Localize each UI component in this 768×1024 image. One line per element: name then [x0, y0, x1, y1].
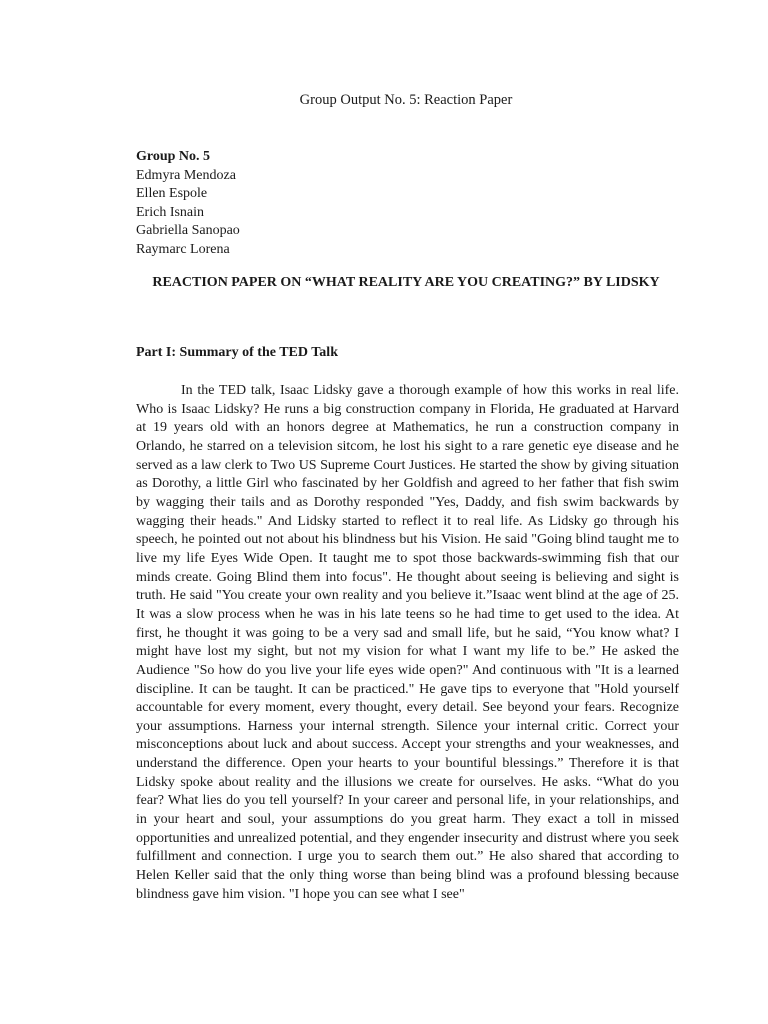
group-member: Gabriella Sanopao	[136, 223, 240, 239]
part-one-heading: Part I: Summary of the TED Talk	[136, 345, 338, 360]
group-member: Ellen Espole	[136, 186, 208, 202]
group-member: Edmyra Mendoza	[136, 167, 236, 183]
group-member: Raymarc Lorena	[136, 241, 230, 257]
reaction-paper-heading: REACTION PAPER ON “WHAT REALITY ARE YOU CREATING?” BY LIDSKY	[152, 275, 660, 290]
summary-paragraph: In the TED talk, Isaac Lidsky gave a thorough example of how this works in real life. Who is Isaac Lidsky? He runs a big construction company in Florida, He graduated at Harvard at 19 years old with an honors degree at Mathematics, he run a construction company in Orlando, he starred on a television sitcom, he lost his sight to a rare genetic eye disease and he served as a law clerk to Two US Supreme Court Justices. He started the show by giving situation as Dorothy, a little Girl who fascinated by her Goldfish and agreed to her father that fish swim by wagging their tails and as Dorothy responded "Yes, Daddy, and fish swim backwards by wagging their heads." And Lidsky started to reflect it to real life. As Lidsky go through his speech, he pointed out not about his blindness but his Vision. He said "Going blind taught me to live my life Eyes Wide Open. It taught me to spot those backwards-swimming fish that our minds create. Going Blind them into focus". He thought about seeing is believing and sight is truth. He said "You create your own reality and you believe it.”Isaac went blind at the age of 25. It was a slow process when he was in his late teens so he had time to get used to the idea. At first, he thought it was going to be a very sad and small life, but he said, “You know what? I might have lost my sight, but not my vision for what I want my life to be.” He asked the Audience "So how do you live your life eyes wide open?" And continuous with "It is a learned discipline. It can be taught. It can be practiced." He gave tips to everyone that "Hold yourself accountable for every moment, every thought, every detail. See beyond your fears. Recognize your assumptions. Harness your internal strength. Silence your internal critic. Correct your misconceptions about luck and about success. Accept your strengths and your weaknesses, and understand the difference. Open your hearts to your bountiful blessings.” Therefore it is that Lidsky spoke about reality and the illusions we create for ourselves. He asks. “What do you fear? What lies do you tell yourself? In your career and personal life, in your relationships, and in your heart and soul, your assumptions do you great harm. They exact a toll in missed opportunities and unrealized potential, and they engender insecurity and distrust where you seek fulfillment and connection. I urge you to search them out.” He also shared that according to Helen Keller said that the only thing worse than being blind was a profound blessing because blindness gave him vision. "I hope you can see what I see"	[136, 383, 679, 902]
group-info	[136, 148, 240, 260]
group-member: Erich Isnain	[136, 204, 205, 220]
group-heading: Group No. 5	[136, 149, 211, 164]
document-title: Group Output No. 5: Reaction Paper	[299, 92, 513, 108]
